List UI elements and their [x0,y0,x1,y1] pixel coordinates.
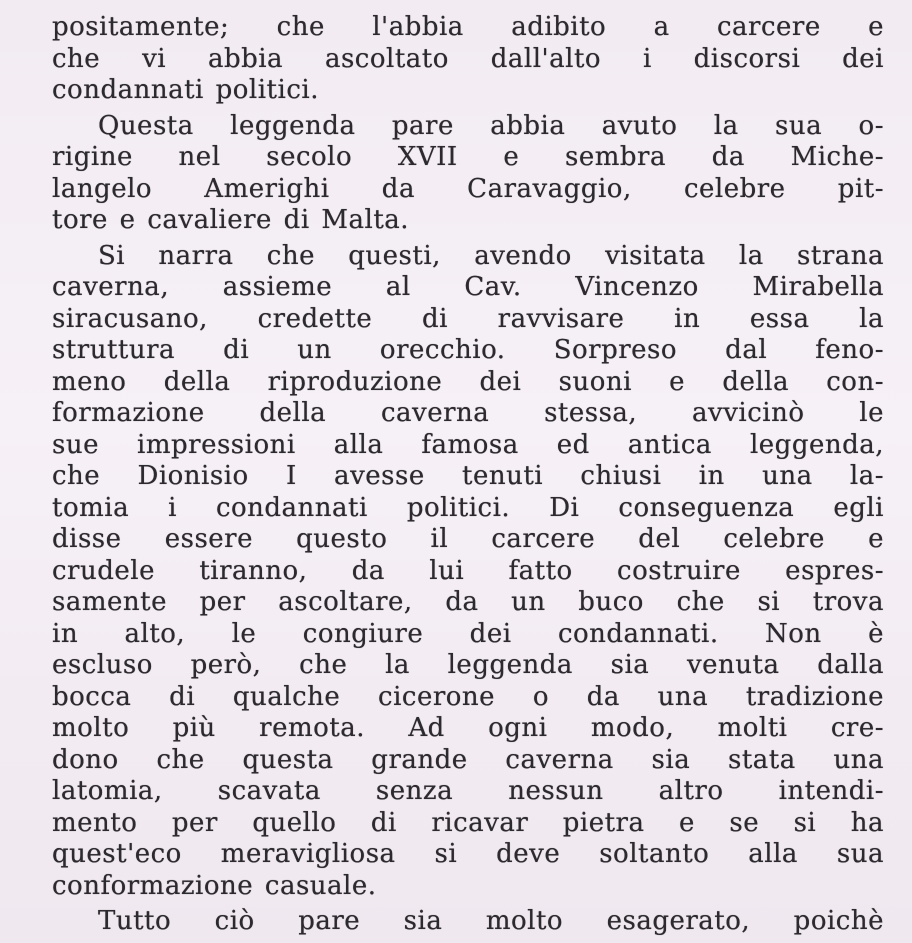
text-line: escluso però, che la leggenda sia venuta dalla [52,650,884,680]
text-line: dono che questa grande caverna sia stata una [52,744,884,775]
text-line: molto più remota. Ad ogni modo, molti cre- [52,713,884,743]
text-line: tore e cavaliere di Malta. [52,205,410,235]
text-line: positamente; che l'abbia adibito a carcere e [52,12,884,42]
paragraph-1 [52,12,884,107]
text-line: condannati politici. [52,75,319,105]
paragraph-2 [52,111,884,237]
text-line: samente per ascoltare, da un buco che si trova [52,587,884,617]
text-line: crudele tiranno, da lui fatto costruire espres- [52,555,884,586]
text-line: rigine nel secolo XVII e sembra da Miche- [52,142,884,172]
text-line: mento per quello di ricavar pietra e se si ha [52,807,884,838]
text-line: siracusano, credette di ravvisare in essa la [52,303,884,334]
text-line: Si narra che questi, avendo visitata la strana [98,240,884,271]
text-line: latomia, scavata senza nessun altro intendi- [52,776,884,806]
text-line: Questa leggenda pare abbia avuto la sua o- [98,110,884,141]
text-line: formazione della caverna stessa, avvicinò le [52,398,884,428]
text-line: langelo Amerighi da Caravaggio, celebre pit- [52,173,884,204]
text-line: che vi abbia ascoltato dall'alto i discorsi dei [52,43,884,74]
text-line: meno della riproduzione dei suoni e della con- [52,366,884,397]
paragraph-3 [52,241,884,903]
text-line: Tutto ciò pare sia molto esagerato, poichè [98,906,884,936]
text-line: conformazione casuale. [52,870,377,901]
text-line: sue impressioni alla famosa ed antica leggenda, [52,429,884,460]
text-line: disse essere questo il carcere del celebre e [52,524,884,554]
text-line: che Dionisio I avesse tenuti chiusi in una la- [52,461,884,491]
text-line: struttura di un orecchio. Sorpreso dal feno- [52,335,884,365]
text-line: quest'eco meravigliosa si deve soltanto alla sua [52,839,884,869]
paragraph-4 [52,906,884,938]
text-line: tomia i condannati politici. Di conseguenza egli [52,492,884,523]
text-line: bocca di qualche cicerone o da una tradizione [52,681,884,712]
text-line: caverna, assieme al Cav. Vincenzo Mirabella [52,272,884,302]
text-line: in alto, le congiure dei condannati. Non è [52,618,884,649]
